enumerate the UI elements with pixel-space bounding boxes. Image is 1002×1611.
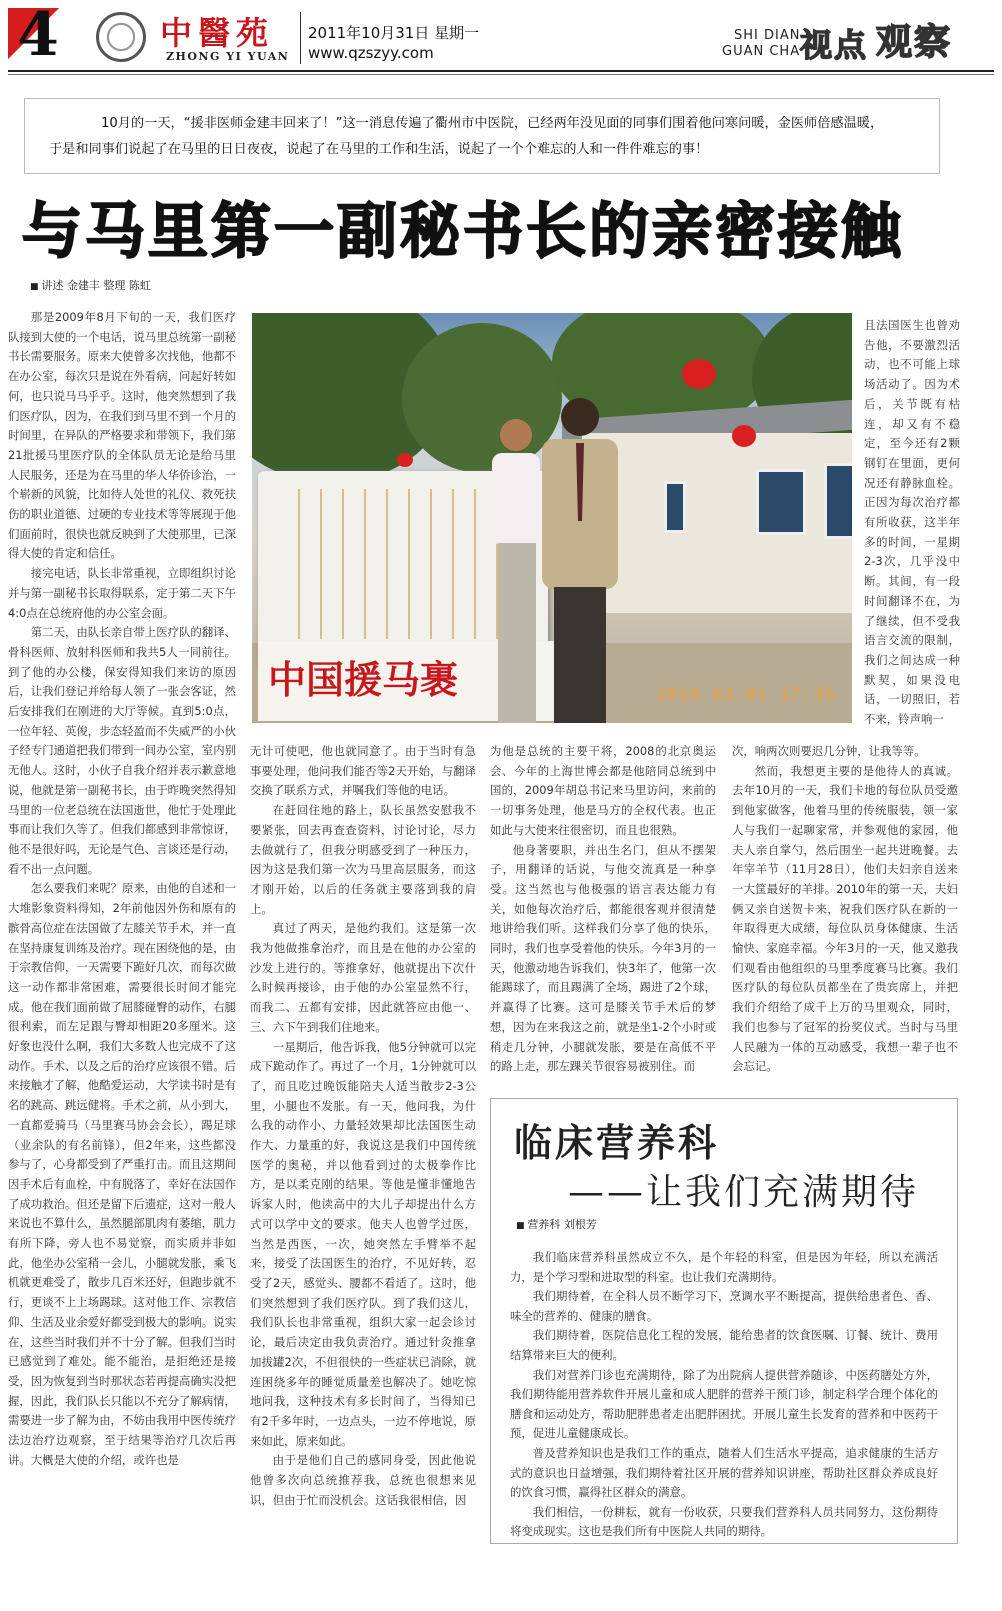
article-column-right — [864, 316, 960, 736]
article-column-4 — [732, 742, 958, 1082]
article-column-2 — [250, 742, 476, 1520]
paragraph: 为他是总统的主要干将，2008的北京奥运会、今年的上海世博会都是他陪同总统到中国的，2009年胡总书记来马里访问，来前的一切事务处理，他是马方的全权代表。也正如此与大使来往很密切，而且也很熟。 — [490, 744, 716, 837]
photo-banner-text: 中国援马裹 — [268, 657, 459, 702]
red-lantern-icon — [682, 359, 716, 389]
paragraph: 我们对营养门诊也充满期待，除了为出院病人提供营养随诊，中医药膳处方外，我们期待能用营养软件开展儿童和成人肥胖的营养干预门诊，制定科学合理个体化的膳食和运动处方，帮助肥胖患者走出肥胖困扰。开展儿童生长发育的营养和中医药干预，促进儿童健康成长。 — [510, 1367, 938, 1441]
paragraph: 在赶回住地的路上，队长虽然安慰我不要紧张，回去再查查资料，讨论讨论，尽力去做就行了，但我分明感受到了一种压力，因为这是我们第一次为马里高层服务，而这才刚开始，以后的任务就主要落到我的肩上。 — [250, 803, 476, 916]
paragraph: 接完电话，队长非常重视，立即组织讨论并与第一副秘书长取得联系，定于第二天下午4:0点在总统府他的办公室会面。 — [8, 566, 236, 620]
masthead-divider — [300, 12, 301, 64]
article-headline: 与马里第一副秘书长的亲密接触 — [22, 197, 904, 267]
lead-line-2: 于是和同事们说起了在马里的日日夜夜，说起了在马里的工作和生活，说起了一个个难忘的人和一件件难忘的事！ — [49, 142, 709, 157]
article2-title: 临床营养科 — [514, 1121, 720, 1165]
paragraph: 一星期后，他告诉我，他5分钟就可以完成下跪动作了。再过了一个月，1分钟就可以了，而且吃过晚饭能陪夫人适当散步2-3公里，小腿也不发胀。有一天，他问我，为什么我的动作小、力量轻效果却比法国医生动作大、力量重的好，我说这是我们中国传统医学的奥秘，并以他看到过的太极拳作比方，是以柔克刚的结果。等他是懂非懂地告诉家人时，他读高中的大儿子却提出什么方式可以学中文的要求。他夫人也曾学过医，当然是西医，一次，她突然左手臂举不起来，接受了法国医生的治疗，不见好转，忍受了2天，感觉头、腰都不看适了。这时，他们突然想到了我们医疗队。到了我们这儿，我们队长也非常重视，组织大家一起会诊讨论，最后决定由我负责治疗。通过针灸推拿加拔罐2次，不但很快的一些症状已消除，就连困绕多年的睡觉质量差也解决了。她吃惊地问我，这种技术有多长时间了，当得知已有2千多年时，一边点头，一边不停地说，原来如此，原来如此。 — [250, 1039, 476, 1448]
photo-person-1 — [488, 413, 544, 723]
section-name-en-1: SHI DIAN — [734, 28, 801, 43]
website-url: www.qzszyy.com — [308, 44, 434, 62]
brand-name-cn: 中醫苑 — [160, 14, 275, 52]
article-column-1 — [8, 308, 236, 1604]
hospital-logo-icon — [96, 12, 146, 62]
issue-date: 2011年10月31日 星期一 — [308, 24, 480, 42]
paragraph: 然而，我想更主要的是他待人的真诚。去年10月的一天，我们卡地的每位队员受邀到他家做客，他着马里的传统服装，领一家人与我们一起聊家常，并参观他的家园，他夫人亲自掌勺，然后围坐一起共进晚餐。去年宰羊节（11月28日），他们夫妇亲自送来一大筐最好的羊排。2010年的第一天，夫妇俩又亲自送贺卡来，祝我们医疗队在新的一年取得更大成绩，每位队员身体健康、生活愉快、家庭幸福。今年3月的一天，他又邀我们观看由他组织的马里季度赛马比赛。我们医疗队的每位队员都坐在了贵宾席上，并把我们介绍给了成千上万的马里观众，同时，我们也参与了冠军的扮奖仪式。当时与马里人民融为一体的互动感受，我想一辈子也不会忘记。 — [732, 763, 958, 1074]
lead-line-1: 10月的一天，“援非医师金建丰回来了！”这一消息传遍了衢州市中医院，已经两年没见面的同事们围着他问寒问暖，金医师倍感温暖， — [101, 116, 884, 131]
photo-person-2 — [540, 391, 620, 723]
paragraph: 无计可使吧，他也就同意了。由于当时有急事要处理，他问我们能否等2天开始，与翻译交换了联系方式，并嘱我们等他的电话。 — [250, 744, 476, 798]
article-column-3 — [490, 742, 716, 1082]
paragraph: 我们临床营养科虽然成立不久，是个年轻的科室，但是因为年轻，所以充满活力，是个学习型和进取型的科室。也让我们充满期待。 — [510, 1250, 938, 1284]
section-name-cn-1: 视点 — [800, 26, 869, 64]
paragraph: 他身著要职，并出生名门，但从不摆架子，用翻译的话说，与他交流真是一种享受。这当然也与他极强的语言表达能力有关，如他每次治疗后，都能很客观并很清楚地讲给我们听。这样我们分享了他的快乐，同时，我们也享受着他的快乐。今年3月的一天，他激动地告诉我们，快3年了，他第一次能踢球了，而且踢满了全场，踢进了2个球，并赢得了比赛。这可是膝关节手术后的梦想，因为在来我这之前，就是坐1-2个小时或稍走几分钟，小腿就发胀，要是在高低不平的路上走，那左踝关节很容易被别住。而 — [490, 842, 716, 1074]
article2-byline: ■ 营养科 刘根芳 — [516, 1216, 597, 1232]
masthead-rule-thin — [8, 74, 994, 75]
photo-building — [582, 433, 852, 613]
photo-window — [824, 463, 852, 539]
paragraph: 我们期待着，在全科人员不断学习下，烹调水平不断提高，提供给患者色、香、味全的营养的、健康的膳食。 — [510, 1289, 938, 1323]
photo-window — [756, 469, 806, 535]
photo-window — [664, 481, 686, 533]
article-photo — [252, 313, 852, 723]
paragraph: 且法国医生也曾劝告他，不要激烈活动，也不可能上球场活动了。因为术后，关节既有枯连，却又有不稳定，至今还有2颗钢钉在里面，更何况还有静脉血栓。正因为每次治疗都有所收获，这半年多的时间，一星期2-3次，几乎没中断。其间，有一段时间翻译不在，为了继续，但不受我语言交流的限制，我们之间达成一种默契，如果没电话，一切照旧，若不来，铃声响一 — [864, 318, 960, 727]
article2-subtitle: ——让我们充满期待 — [568, 1172, 920, 1213]
red-lantern-icon — [397, 453, 413, 467]
paragraph: 由于是他们自己的感同身受，因此他说他曾多次向总统推荐我，总统也很想来见识，但由于忙而没机会。这话我很相信，因 — [250, 1453, 476, 1507]
photo-timestamp: 2010 03 01 17:35 — [656, 685, 836, 705]
paragraph: 我们相信，一份耕耘，就有一份收获，只要我们营养科人员共同努力，这份期待将变成现实。这也是我们所有中医院人共同的期待。 — [510, 1504, 938, 1538]
article-byline: ■ 讲述 金建丰 整理 陈虹 — [30, 277, 151, 293]
paragraph: 普及营养知识也是我们工作的重点，随着人们生活水平提高，追求健康的生活方式的意识也日益增强，我们期待着社区开展的营养知识讲座，帮助社区群众养成良好的饮食习惯，赢得社区群众的满意。 — [510, 1445, 938, 1500]
section-name-cn-2: 观察 — [876, 21, 953, 63]
lead-box — [24, 98, 940, 174]
paragraph: 怎么要我们来呢？原来，由他的自述和一大堆影象资料得知，2年前他因外伤和原有的髌骨高位症在法国做了左膝关节手术，并一直在坚持康复训练及治疗。现在困绕他的是，由于宗教信仰，一天需要下跪好几次，而每次做这一动作都非常困难，需要很长时间才能完成。他在我们面前做了屈膝碰臀的动作，右腿很利索，而左足跟与臀却相距20多厘米。这好象也没什么啊，我们大多数人也完成不了这动作。手术、以及之后的治疗应该很不错。后来接触才了解，他酷爱运动，大学读书时是有名的跳高、跳远健将。手术之前，从小到大，一直都爱骑马（马里赛马协会会长），踢足球（业余队的有名前锋），但2年来，这些都没参与了，心身都受到了严重打击。而且这期间因手术后有血栓，中有脱落了，幸好在法国作了成功救治。但还是留下后遗症，这对一般人来说也不算什么，虽然腿部肌肉有萎缩，肌力有所下降，旁人也不易觉察，而实质并非如此，他坐办公室稍一会儿，小腿就发胀，乘飞机就更难受了，散步几百米还好，但跑步就不行，更谈不上上场踢球。这对他工作、宗教信仰、生活及业余爱好都受到极大的影响。说实在，这些当时我们并不十分了解。但我们当时已感觉到了难处。能不能治，是拒绝还是接受，因为恢复到当时那状态若再提高确实没把握，因此，我们队长只能以不充分了解病情，需要进一步了解为由，不妨由我用中医传统疗法边治疗边观察，至于结果等治疗几次后再讲。大概是大使的介绍，或许也是 — [8, 881, 236, 1467]
red-lantern-icon — [732, 425, 756, 447]
article2-body — [510, 1248, 938, 1538]
paragraph: 次，响两次则要迟几分钟，让我等等。 — [732, 744, 926, 758]
paragraph: 那是2009年8月下旬的一天，我们医疗队接到大使的一个电话，说马里总统第一副秘书长需要服务。原来大使曾多次找他，他都不在办公室，每次只是说在外看病，问起好转如何，也只说马马乎乎。这时，他突然想到了我们医疗队，因为，在我们到马里不到一个月的时间里，在异队的严格要求和带领下，我们第21批援马里医疗队的全体队员无论是给马里人民服务，还是为在马里的华人华侨诊治，一个崭新的风貌，比如待人处世的礼仪、救死扶伤的职业道德、过硬的专业技术等等展现于他们面前时，很快也就反映到了大使那里，已深得大使的肯定和信任。 — [8, 310, 236, 561]
page-number: 4 — [17, 0, 59, 70]
paragraph: 真过了两天，是他约我们。这是第一次我为他做推拿治疗，而且是在他的办公室的沙发上进行的。等推拿好，他就提出下次什么时候再接诊，由于他的办公室显然不行，而我二、五都有安排，因此就答应由他一、三、六下午到我们住地来。 — [250, 921, 476, 1034]
paragraph: 我们期待着，医院信息化工程的发展，能给患者的饮食医嘱、订餐、统计、费用结算带来巨大的便利。 — [510, 1328, 938, 1362]
paragraph: 第二天，由队长亲自带上医疗队的翻译、骨科医师、放射科医师和我共5人一同前往。到了他的办公楼，保安得知我们来访的原因后，让我们登记并给每人领了一张会客证，然后安排我们在刚进的大厅等候。直到5:0点，一位年轻、英俊，步态轻盈而不失威严的小伙子经专门通道把我们带到一间办公室，室内别无他人。这时，小伙子自我介绍并表示歉意地说，他就是第一副秘书长，由于昨晚突然得知马里的一位老总统在法国逝世，他忙于处理此事而让我们久等了。但我们都感到非常惊讶，他不是很好吗，无论是气色、言谈还是行动，看不出一点问题。 — [8, 625, 236, 876]
masthead-rule — [8, 70, 994, 72]
brand-name-en: ZHONG YI YUAN — [166, 50, 290, 63]
section-name-en-2: GUAN CHA — [722, 44, 801, 59]
